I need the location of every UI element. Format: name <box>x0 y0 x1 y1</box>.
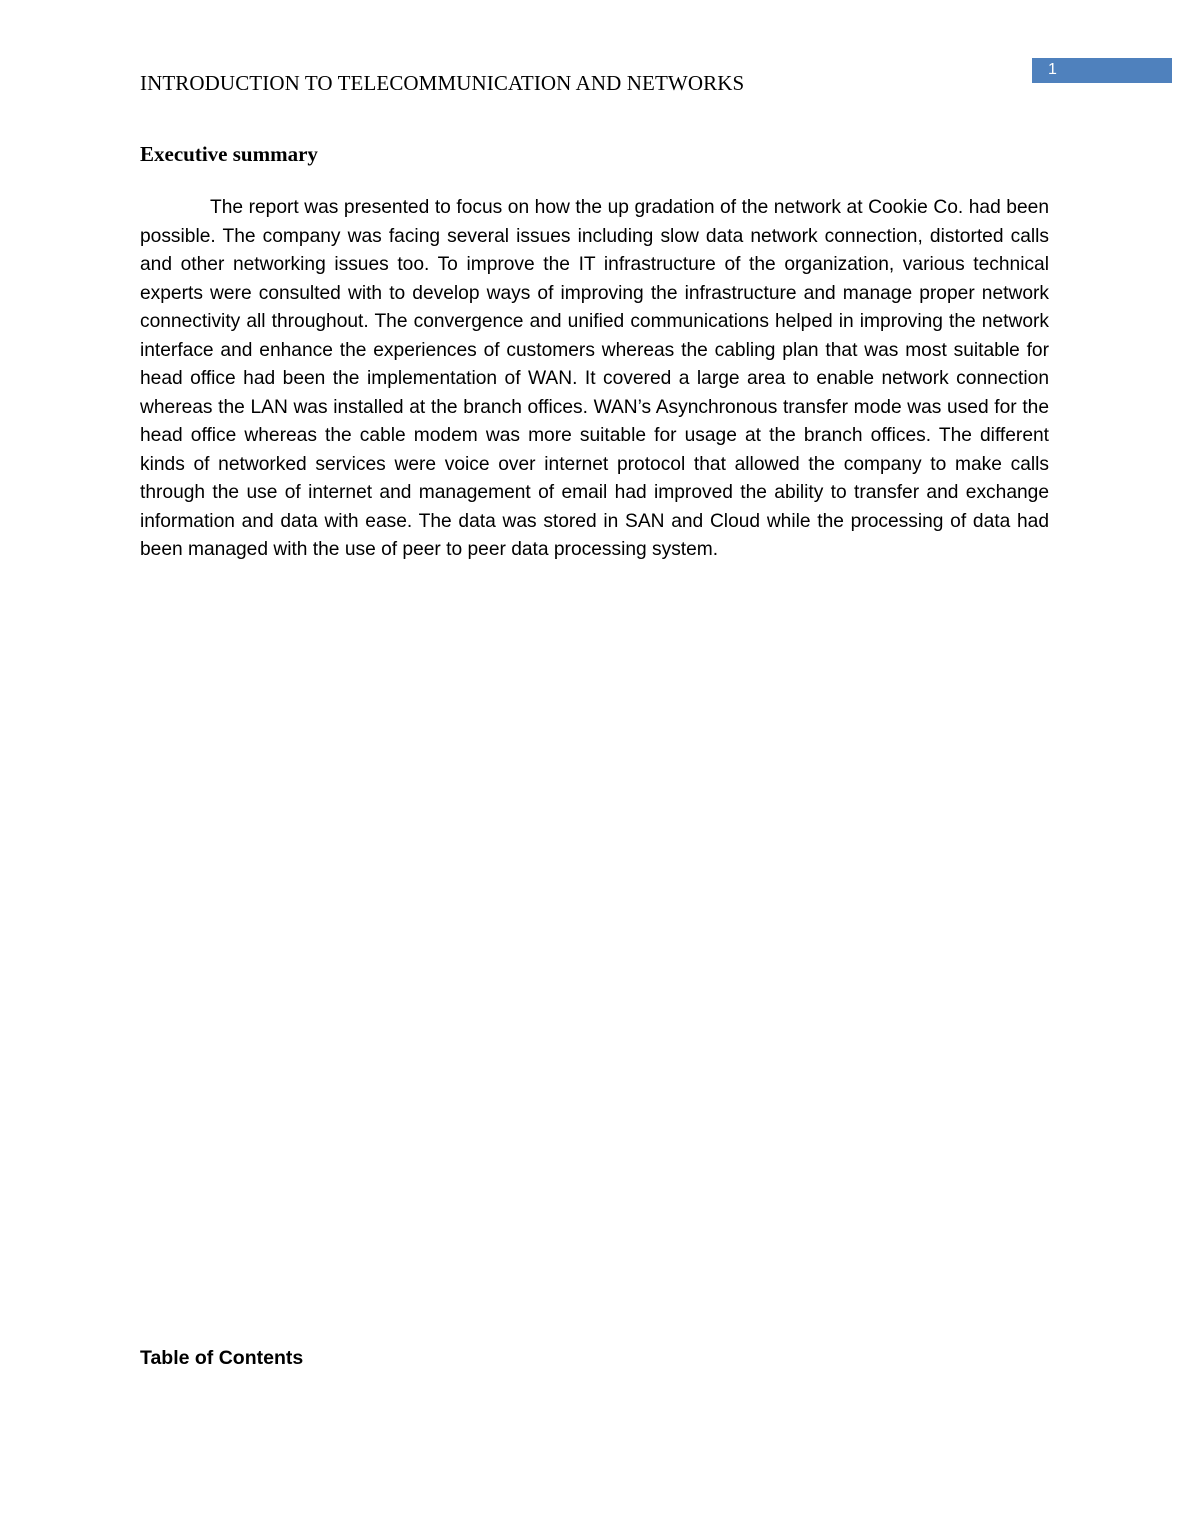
page-number-badge <box>1032 58 1172 83</box>
running-header-title: INTRODUCTION TO TELECOMMUNICATION AND NETWORKS <box>140 71 745 95</box>
executive-summary-heading: Executive summary <box>140 142 318 166</box>
page-number: 1 <box>1048 61 1057 78</box>
executive-summary-paragraph: The report was presented to focus on how the up gradation of the network at Cookie Co. had been possible. The company was facing several issues including slow data network connection, distorted calls and other networking issues too. To improve the IT infrastructure of the organization, various technical experts were consulted with to develop ways of improving the infrastructure and manage proper network connectivity all throughout. The convergence and unified communications helped in improving the network interface and enhance the experiences of customers whereas the cabling plan that was most suitable for head office had been the implementation of WAN. It covered a large area to enable network connection whereas the LAN was installed at the branch offices. WAN’s Asynchronous transfer mode was used for the head office whereas the cable modem was more suitable for usage at the branch offices. The different kinds of networked services were voice over internet protocol that allowed the company to make calls through the use of internet and management of email had improved the ability to transfer and exchange information and data with ease. The data was stored in SAN and Cloud while the processing of data had been managed with the use of peer to peer data processing system. <box>140 197 1049 560</box>
table-of-contents-heading: Table of Contents <box>140 1347 304 1369</box>
